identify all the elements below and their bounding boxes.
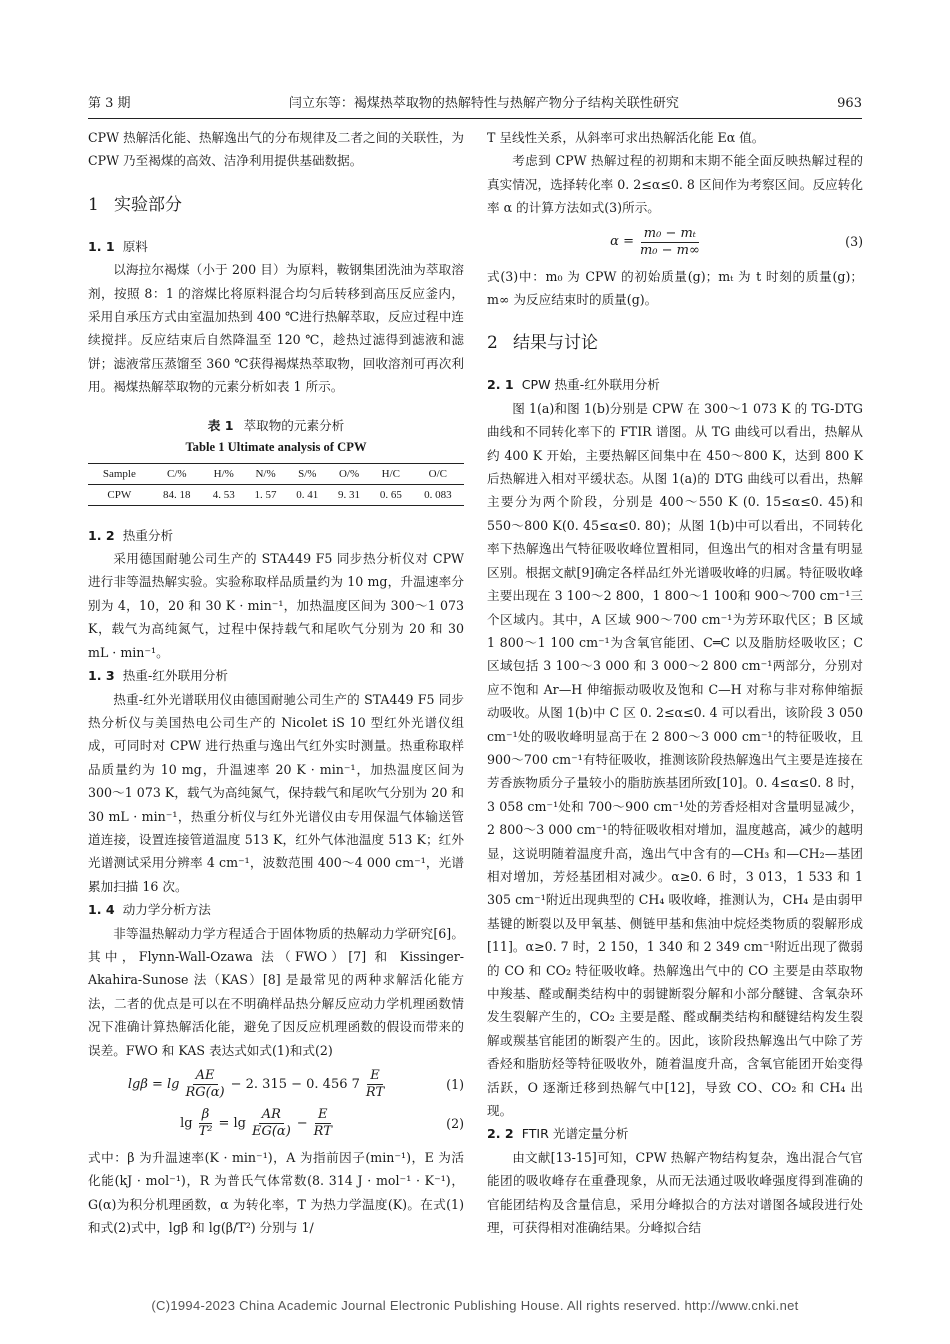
right-column: [487, 126, 863, 1239]
paragraph-r-cont: T 呈线性关系，从斜率可求出热解活化能 Eα 值。: [487, 130, 765, 145]
table-header-cell: S/%: [298, 467, 317, 480]
table-header-cell: N/%: [255, 467, 276, 480]
table-header-cell: H/C: [381, 467, 400, 480]
page-number: 963: [837, 96, 862, 111]
subsection-1-2-heading: 1. 2 热重分析: [88, 527, 174, 543]
issue-label: 第 3 期: [88, 96, 131, 111]
table-cell: 9. 31: [338, 488, 361, 501]
table-cell: 1. 57: [254, 488, 277, 501]
running-header: [88, 94, 862, 114]
equation-1: lgβ = lg $\frac{AE}{RG(\alpha)}$ − 2. 315 − 0. 456 7 $\frac{E}{RT}$ (1): [127, 1068, 464, 1100]
table-row: [88, 484, 464, 505]
subsection-1-3-heading: 1. 3 热重-红外联用分析: [88, 668, 228, 684]
paragraph-1-4-cont: 式中：β 为升温速率(K · min⁻¹)，A 为指前因子(min⁻¹)，E 为活化能(kJ · mol⁻¹)，R 为普氏气体常数(8. 314 J · mol⁻¹ · K⁻¹)，G(α)为积分机理函数，α 为转化率，T 为热力学温度(K)。在式(1)和式(2)式中，lgβ 和 lg(β/T²) 分别与 1/: [88, 1150, 464, 1236]
paragraph-1-1: 以海拉尔褐煤（小于 200 目）为原料，鞍钢集团洗油为萃取溶剂，按照 8：1 的溶煤比将原料混合均匀后转移到高压反应釜内，采用自承压方式由室温加热到 400 ℃进行热解萃取，反应过程中连续搅拌。反应结束后自然降温至 120 ℃，趁热过滤得到滤液和滤饼；滤液常压蒸馏至 360 ℃获得褐煤热萃取物，回收溶剂可再次利用。褐煤热解萃取物的元素分析如表 1 所示。: [88, 262, 464, 395]
section-2-heading: 2 结果与讨论: [487, 333, 598, 354]
table-header-cell: Sample: [102, 467, 136, 480]
left-column: [88, 126, 464, 1240]
table-cell: CPW: [107, 488, 132, 501]
table-header-cell: O/C: [428, 467, 448, 480]
table-cell: 0. 65: [379, 488, 402, 501]
equation-2: lg $\frac{\beta}{\text{T²}}$ = lg $\frac{AR}{EG(\alpha)}$ − $\frac{E}{RT}$ (2): [180, 1107, 464, 1139]
paragraph-r-eq3-def: 式(3)中：m₀ 为 CPW 的初始质量(g)；mₜ 为 t 时刻的质量(g)；m∞ 为反应结束时的质量(g)。: [487, 268, 863, 308]
subsection-1-4-heading: 1. 4 动力学分析方法: [88, 902, 211, 918]
table-cell: 4. 53: [212, 488, 235, 501]
table-header-cell: C/%: [166, 467, 187, 480]
ultimate-analysis-table: [88, 463, 464, 506]
table-cell: 0. 41: [296, 488, 319, 501]
table-cell: 84. 18: [163, 488, 191, 501]
copyright-footer: (C)1994-2023 China Academic Journal Electronic Publishing House. All rights reserved. http://www.cnki.net: [151, 1298, 799, 1313]
table-header-row: [88, 463, 464, 484]
table-cell: 0. 083: [424, 488, 452, 501]
section-1-heading: 1 实验部分: [88, 194, 182, 215]
equation-3: α = $\frac{\text{m₀ − mₜ}}{\text{m₀ − m∞}}$ (3): [610, 225, 863, 258]
paragraph-1-2: 采用德国耐驰公司生产的 STA449 F5 同步热分析仪对 CPW 进行非等温热解实验。实验称取样品质量约为 10 mg，升温速率分别为 4，10，20 和 30 K · min⁻¹，加热温度区间为 300～1 073 K，载气为高纯氮气，过程中保持载气和尾吹气分别为 20 和 30 mL · min⁻¹。: [88, 551, 464, 660]
running-title: 闫立东等：褐煤热萃取物的热解特性与热解产物分子结构关联性研究: [288, 96, 679, 111]
header-rule: [88, 118, 862, 119]
table-1-caption-en: Table 1 Ultimate analysis of CPW: [185, 439, 367, 454]
paragraph-2-1: 图 1(a)和图 1(b)分别是 CPW 在 300～1 073 K 的 TG-DTG 曲线和不同转化率下的 FTIR 谱图。从 TG 曲线可以看出，热解从约 400 K 开始，主要热解区间集中在 450～800 K，达到 800 K 后热解进入相对平缓状态。从图 1(a)的 DTG 曲线可以看出，热解主要分为两个阶段，分别是 400～550 K (0. 15≤α≤0. 45)和 550～800 K(0. 45≤α≤0. 80)；从图 1(b)中可以看出，不同转化率下热解逸出气特征吸收峰位置相同，但逸出气的相对含量有明显区别。根据文献[9]确定各样品红外光谱吸收峰的归属。特征吸收峰主要出现在 3 100～2 800，1 800～1 100和 900～700 cm⁻¹三个区域内。其中，A 区域 900～700 cm⁻¹为芳环取代区；B 区域 1 800～1 100 cm⁻¹为含氧官能团、C═C 以及脂肪烃吸收区；C 区域包括 3 100～3 000 和 3 000～2 800 cm⁻¹两部分，分别对应不饱和 Ar—H 伸缩振动吸收及饱和 C—H 对称与非对称伸缩振动吸收。从图 1(b)中 C 区 0. 2≤α≤0. 4 可以看出，该阶段 3 050 cm⁻¹处的吸收峰明显高于在 2 800～3 000 cm⁻¹的特征吸收，且 900～700 cm⁻¹有特征吸收，推测该阶段热解逸出气主要是连接在芳香族物质分子量较小的脂肪族基团所致[10]。0. 4≤α≤0. 8 时，3 058 cm⁻¹处和 700～900 cm⁻¹处的芳香烃相对含量明显减少，2 800～3 000 cm⁻¹的特征吸收相对增加，温度越高，减少的越明显，这说明随着温度升高，逸出气中含有的—CH₃ 和—CH₂—基团相对增加，芳烃基团相对减少。α≥0. 6 时，3 013，1 533 和 1 305 cm⁻¹附近出现典型的 CH₄ 吸收峰，推测认为，CH₄ 是由弱甲基键的断裂以及甲氧基、侧链甲基和焦油中烷烃类物质的裂解形成[11]。α≥0. 7 时，2 150，1 340 和 2 349 cm⁻¹附近出现了微弱的 CO 和 CO₂ 特征吸收峰。热解逸出气中的 CO 主要是由萃取物中羧基、醛或酮类结构中的弱键断裂分解和小部分醚键、含氧杂环发生裂解产生的，CO₂ 主要是醛、醛或酮类结构和醚键结构发生裂解或羰基官能团的断裂产生的。因此，该阶段热解逸出气中除了芳香烃和脂肪烃等特征吸收外，随着温度升高，含氧官能团开始变得活跃，O 逐渐迁移到热解气中[12]，导致 CO、CO₂ 和 CH₄ 出现。: [487, 400, 863, 1119]
table-1-caption-cn: 表 1 萃取物的元素分析: [207, 417, 345, 433]
subsection-2-2-heading: 2. 2 FTIR 光谱定量分析: [487, 1126, 629, 1142]
intro-paragraph: CPW 热解活化能、热解逸出气的分布规律及二者之间的关联性，为 CPW 乃至褐煤的高效、洁净利用提供基础数据。: [88, 130, 464, 169]
paragraph-1-3: 热重-红外光谱联用仪由德国耐驰公司生产的 STA449 F5 同步热分析仪与美国热电公司生产的 Nicolet iS 10 型红外光谱仪组成，可同时对 CPW 进行热重与逸出气红外实时测量。热重称取样品质量约为 10 mg，升温速率 20 K · min⁻¹，加热温度区间为 300～1 073 K，载气为高纯氮气，保持载气和尾吹气分别为 20 和 30 mL · min⁻¹，热重分析仪与红外光谱仪由专用保温气体输送管道连接，设置连接管道温度 513 K，红外气体池温度 513 K；红外光谱测试采用分辨率 4 cm⁻¹，波数范围 400～4 000 cm⁻¹，光谱累加扫描 16 次。: [88, 691, 464, 894]
table-header-cell: O/%: [338, 467, 360, 480]
subsection-2-1-heading: 2. 1 CPW 热重-红外联用分析: [487, 377, 660, 393]
paragraph-r-conversion: 考虑到 CPW 热解过程的初期和末期不能全面反映热解过程的真实情况，选择转化率 0. 2≤α≤0. 8 区间作为考察区间。反应转化率 α 的计算方法如式(3)所示。: [487, 153, 863, 216]
subsection-1-1-heading: 1. 1 原料: [88, 238, 148, 254]
paragraph-1-4: 非等温热解动力学方程适合于固体物质的热解动力学研究[6]。其中，Flynn-Wall-Ozawa 法（FWO）[7] 和 Kissinger-Akahira-Sunose 法（KAS）[8] 是最常见的两种求解活化能方法，二者的优点是可以在不明确样品热分解反应动力学机理函数情况下准确计算热解活化能，避免了因反应机理函数的假设而带来的误差。FWO 和 KAS 表达式如式(1)和式(2): [88, 925, 464, 1058]
table-header-cell: H/%: [213, 467, 234, 480]
paragraph-2-2: 由文献[13-15]可知，CPW 热解产物结构复杂，逸出混合气官能团的吸收峰存在重叠现象，从而无法通过吸收峰强度得到准确的官能团结构及含量信息，采用分峰拟合的方法对谱图各域段进行处理，可获得相对准确结果。分峰拟合结: [487, 1149, 863, 1236]
